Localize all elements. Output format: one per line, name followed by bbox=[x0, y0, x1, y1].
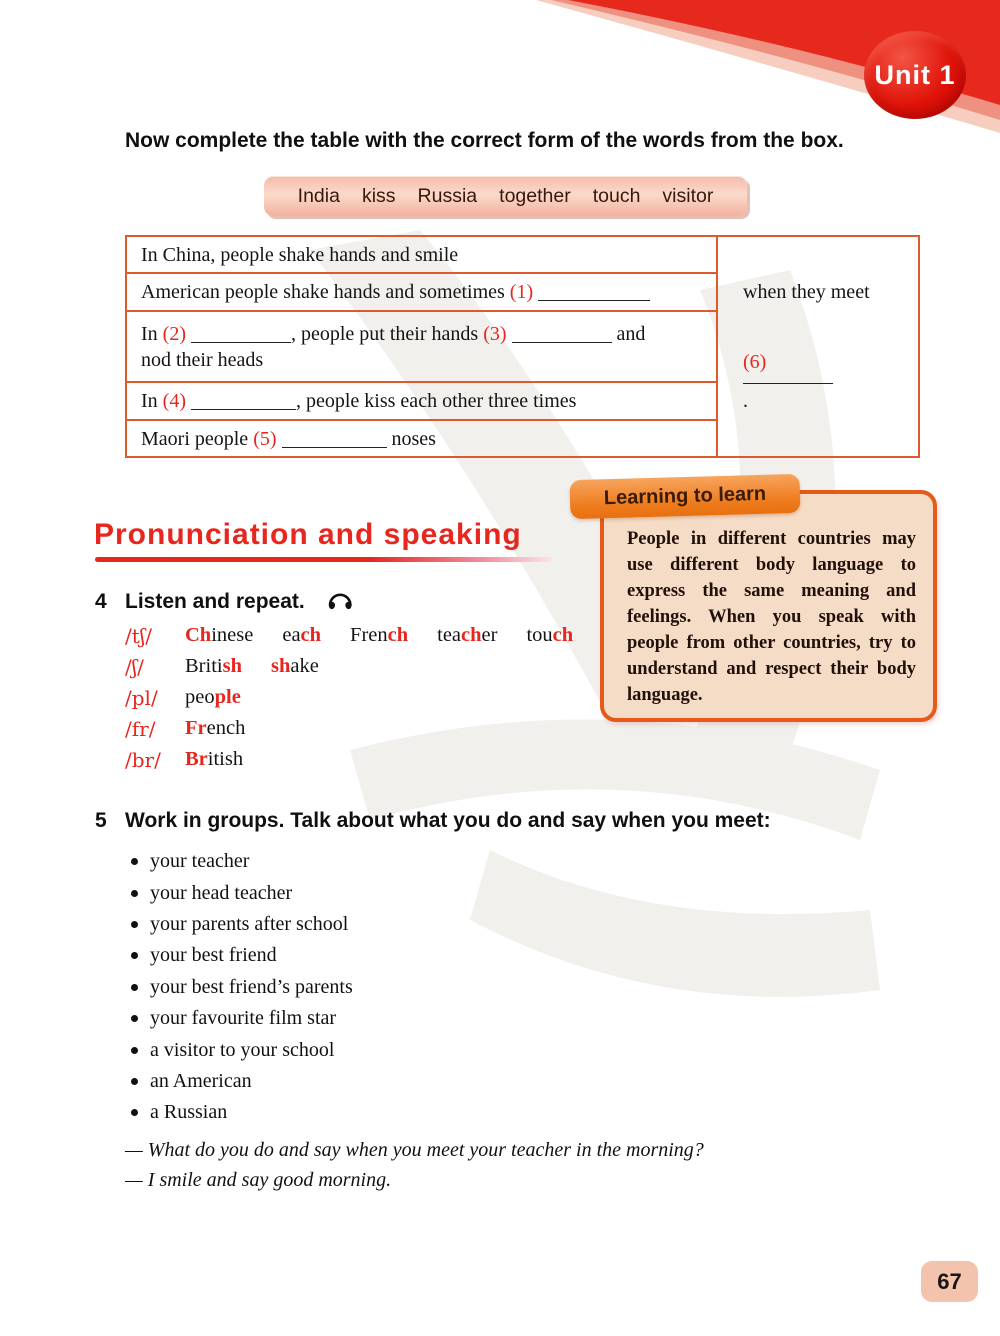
pronunciation-row bbox=[125, 713, 602, 744]
unit-badge bbox=[864, 31, 966, 119]
table-cell: In China, people shake hands and smile bbox=[141, 243, 459, 266]
fill-in-blank bbox=[282, 444, 387, 448]
word-box-word: touch bbox=[592, 185, 641, 207]
table-row bbox=[127, 383, 716, 421]
pronunciation-word: touch bbox=[526, 624, 574, 646]
table-row bbox=[127, 421, 716, 456]
learning-to-learn-box bbox=[600, 490, 937, 722]
word-box-word: Russia bbox=[417, 185, 478, 207]
heading-underline bbox=[95, 557, 552, 562]
meet-list-item: your best friend’s parents bbox=[131, 972, 353, 1003]
learning-to-learn-text: People in different countries may use different body language to express the same meaning and feelings. When you speak with people from other countries, try to understand and respect their body language. bbox=[627, 529, 916, 705]
watermark-stroke bbox=[470, 850, 880, 997]
pronunciation-word: British bbox=[185, 748, 244, 770]
page-number-badge bbox=[921, 1261, 978, 1302]
dialogue-line: — What do you do and say when you meet your teacher in the morning? bbox=[125, 1139, 704, 1161]
pronunciation-word: people bbox=[185, 686, 241, 708]
meet-list-item: your teacher bbox=[131, 846, 353, 877]
section-heading-pronunciation: Pronunciation and speaking bbox=[94, 518, 522, 551]
word-box bbox=[264, 176, 747, 216]
pronunciation-word: each bbox=[282, 624, 322, 646]
phonetic-symbol: /fr/ bbox=[125, 716, 156, 741]
pronunciation-row bbox=[125, 682, 602, 713]
table-left-column bbox=[127, 237, 718, 456]
fill-in-blank bbox=[512, 339, 612, 343]
meet-list-item: your best friend bbox=[131, 940, 353, 971]
dialogue-line: — I smile and say good morning. bbox=[125, 1168, 392, 1191]
pronunciation-word: Chinese bbox=[185, 624, 254, 646]
table-right-cell: when they meet (6) . bbox=[743, 280, 870, 412]
page-number: 67 bbox=[937, 1268, 962, 1294]
unit-badge-label: Unit 1 bbox=[874, 59, 956, 90]
phonetic-symbol: /br/ bbox=[125, 747, 161, 772]
meet-list bbox=[131, 846, 353, 1129]
example-dialogue bbox=[125, 1136, 704, 1195]
headphones-icon bbox=[325, 587, 355, 613]
meet-list-item: your head teacher bbox=[131, 877, 353, 908]
table-row bbox=[127, 237, 716, 274]
greetings-table bbox=[125, 235, 920, 458]
meet-list-item: your parents after school bbox=[131, 909, 353, 940]
meet-list-item: an American bbox=[131, 1066, 353, 1097]
fill-in-blank bbox=[191, 339, 291, 343]
exercise-5-heading bbox=[95, 809, 771, 833]
pronunciation-word: British bbox=[185, 655, 242, 677]
meet-list-item: a Russian bbox=[131, 1097, 353, 1128]
table-cell: American people shake hands and sometimes (1) bbox=[141, 279, 650, 305]
word-box-word: kiss bbox=[361, 185, 396, 207]
pronunciation-word: shake bbox=[270, 655, 319, 677]
table-cell: In (2) , people put their hands (3) and nod their heads bbox=[141, 322, 646, 371]
table-cell: Maori people (5) noses bbox=[141, 427, 436, 450]
pronunciation-row bbox=[125, 744, 602, 775]
fill-in-blank bbox=[191, 406, 296, 410]
table-row bbox=[127, 274, 716, 312]
pronunciation-list bbox=[125, 620, 602, 775]
exercise-number: 5 bbox=[95, 809, 107, 832]
header-swoosh bbox=[0, 0, 1000, 200]
word-box-word: India bbox=[297, 185, 340, 207]
phonetic-symbol: /tʃ/ bbox=[125, 623, 152, 648]
pronunciation-row bbox=[125, 620, 602, 651]
table-row bbox=[127, 312, 716, 383]
exercise-title: Work in groups. Talk about what you do and say when you meet: bbox=[125, 809, 771, 832]
exercise-number: 4 bbox=[95, 590, 107, 613]
exercise-title: Listen and repeat. bbox=[125, 590, 305, 613]
pronunciation-word: French bbox=[350, 624, 409, 646]
phonetic-symbol: /ʃ/ bbox=[125, 654, 144, 679]
meet-list-item: your favourite film star bbox=[131, 1003, 353, 1034]
meet-list-item: a visitor to your school bbox=[131, 1034, 353, 1065]
word-box-word: together bbox=[499, 185, 571, 207]
word-box-word: visitor bbox=[662, 185, 714, 207]
instruction-heading: Now complete the table with the correct form of the words from the box. bbox=[125, 129, 844, 152]
pronunciation-word: French bbox=[185, 717, 246, 739]
table-cell: In (4) , people kiss each other three times bbox=[141, 390, 577, 412]
learning-to-learn-tab: Learning to learn bbox=[570, 474, 801, 519]
fill-in-blank bbox=[538, 297, 650, 301]
phonetic-symbol: /pl/ bbox=[125, 685, 158, 710]
pronunciation-row bbox=[125, 651, 602, 682]
exercise-4-heading bbox=[95, 587, 355, 614]
pronunciation-word: teacher bbox=[437, 624, 498, 646]
